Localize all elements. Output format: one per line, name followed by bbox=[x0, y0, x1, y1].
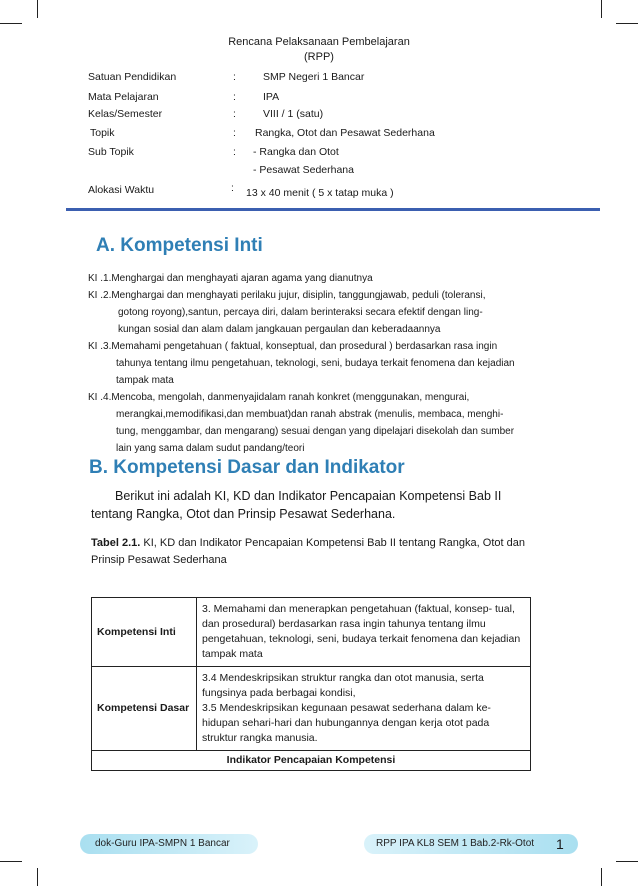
section-a-heading: A. Kompetensi Inti bbox=[96, 235, 263, 256]
header-rule bbox=[66, 208, 600, 211]
info-value: Rangka, Otot dan Pesawat Sederhana bbox=[255, 127, 435, 139]
crop-mark bbox=[37, 868, 38, 886]
info-value: - Rangka dan Otot bbox=[253, 146, 339, 158]
ki-line: tahunya tentang ilmu pengetahuan, teknologi, seni, budaya terkait fenomena dan kejadian bbox=[116, 358, 515, 369]
kd-item: 3.4 Mendeskripsikan struktur rangka dan otot manusia, serta fungsinya pada berbagai kondisi, bbox=[202, 672, 484, 699]
table-row bbox=[92, 598, 531, 667]
info-value: SMP Negeri 1 Bancar bbox=[263, 71, 365, 83]
crop-mark bbox=[601, 868, 602, 886]
page-title: Rencana Pelaksanaan Pembelajaran bbox=[228, 36, 410, 48]
table-caption-label: Tabel 2.1. bbox=[91, 537, 141, 549]
info-value: IPA bbox=[263, 91, 280, 103]
crop-mark bbox=[616, 861, 638, 862]
page-subtitle: (RPP) bbox=[304, 51, 334, 63]
ki-line: tampak mata bbox=[116, 375, 174, 386]
table-cell-label: Kompetensi Inti bbox=[92, 598, 197, 667]
ki-line: KI .4.Mencoba, mengolah, danmenyajidalam ranah konkret (menggunakan, mengurai, bbox=[88, 392, 470, 403]
table-row bbox=[92, 667, 531, 751]
table-cell-label: Kompetensi Dasar bbox=[92, 667, 197, 751]
ki-line: lain yang sama dalam sudut pandang/teori bbox=[116, 443, 305, 454]
table-cell-text: 3. Memahami dan menerapkan pengetahuan (faktual, konsep- tual, dan prosedural) berdasarkan rasa ingin tahunya tentang ilmu pengetahuan, teknologi, seni, budaya terkait fenomena dan kejadian tampak mata bbox=[197, 598, 531, 667]
info-colon: : bbox=[233, 146, 236, 158]
info-colon: : bbox=[233, 71, 236, 83]
crop-mark bbox=[0, 861, 22, 862]
info-value: VIII / 1 (satu) bbox=[263, 108, 324, 120]
table-caption bbox=[91, 535, 533, 569]
table-row bbox=[92, 751, 531, 771]
info-label: Alokasi Waktu bbox=[88, 184, 155, 196]
kompetensi-table bbox=[91, 597, 531, 771]
footer-right: RPP IPA KL8 SEM 1 Bab.2-Rk-Otot bbox=[364, 834, 578, 854]
table-cell-indicator: Indikator Pencapaian Kompetensi bbox=[92, 751, 531, 771]
info-value: 13 x 40 menit ( 5 x tatap muka ) bbox=[246, 187, 394, 199]
ki-line: KI .1.Menghargai dan menghayati ajaran agama yang dianutnya bbox=[88, 273, 373, 284]
crop-mark bbox=[601, 0, 602, 18]
page-number: 1 bbox=[556, 836, 564, 852]
info-colon: : bbox=[231, 182, 234, 194]
info-label: Mata Pelajaran bbox=[88, 91, 159, 103]
table-cell-text bbox=[197, 667, 531, 751]
kd-item: 3.5 Mendeskripsikan kegunaan pesawat sederhana dalam ke- hidupan sehari-hari dan hubungannya dengan kerja otot pada struktur rangka manusia. bbox=[202, 702, 491, 744]
table-caption-text: KI, KD dan Indikator Pencapaian Kompetensi Bab II tentang Rangka, Otot dan Prinsip Pesawat Sederhana bbox=[91, 537, 525, 566]
crop-mark bbox=[37, 0, 38, 18]
footer-left: dok-Guru IPA-SMPN 1 Bancar bbox=[80, 834, 258, 854]
ki-line: merangkai,memodifikasi,dan membuat)dan ranah abstrak (menulis, membaca, menghi- bbox=[116, 409, 504, 420]
crop-mark bbox=[0, 23, 22, 24]
info-value: - Pesawat Sederhana bbox=[253, 164, 354, 176]
section-b-intro: Berikut ini adalah KI, KD dan Indikator Pencapaian Kompetensi Bab II tentang Rangka, Otot dan Prinsip Pesawat Sederhana. bbox=[91, 489, 502, 521]
info-label: Satuan Pendidikan bbox=[88, 71, 177, 83]
info-label: Topik bbox=[90, 127, 115, 139]
info-colon: : bbox=[233, 127, 236, 139]
ki-line: gotong royong),santun, percaya diri, dalam berinteraksi secara efektif dengan ling- bbox=[118, 307, 483, 318]
ki-line: kungan sosial dan alam dalam jangkauan pergaulan dan keberadaannya bbox=[118, 324, 441, 335]
ki-line: tung, menggambar, dan mengarang) sesuai dengan yang dipelajari disekolah dan sumber bbox=[116, 426, 515, 437]
kompetensi-inti-list bbox=[88, 270, 515, 457]
ki-line: KI .3.Memahami pengetahuan ( faktual, konseptual, dan prosedural ) berdasarkan rasa ingin bbox=[88, 341, 498, 352]
info-colon: : bbox=[233, 91, 236, 103]
section-b-heading: B. Kompetensi Dasar dan Indikator bbox=[89, 457, 405, 478]
crop-mark bbox=[616, 23, 638, 24]
info-colon: : bbox=[233, 108, 236, 120]
info-label: Sub Topik bbox=[88, 146, 134, 158]
ki-line: KI .2.Menghargai dan menghayati perilaku jujur, disiplin, tanggungjawab, peduli (toleransi, bbox=[88, 290, 486, 301]
info-label: Kelas/Semester bbox=[88, 108, 163, 120]
